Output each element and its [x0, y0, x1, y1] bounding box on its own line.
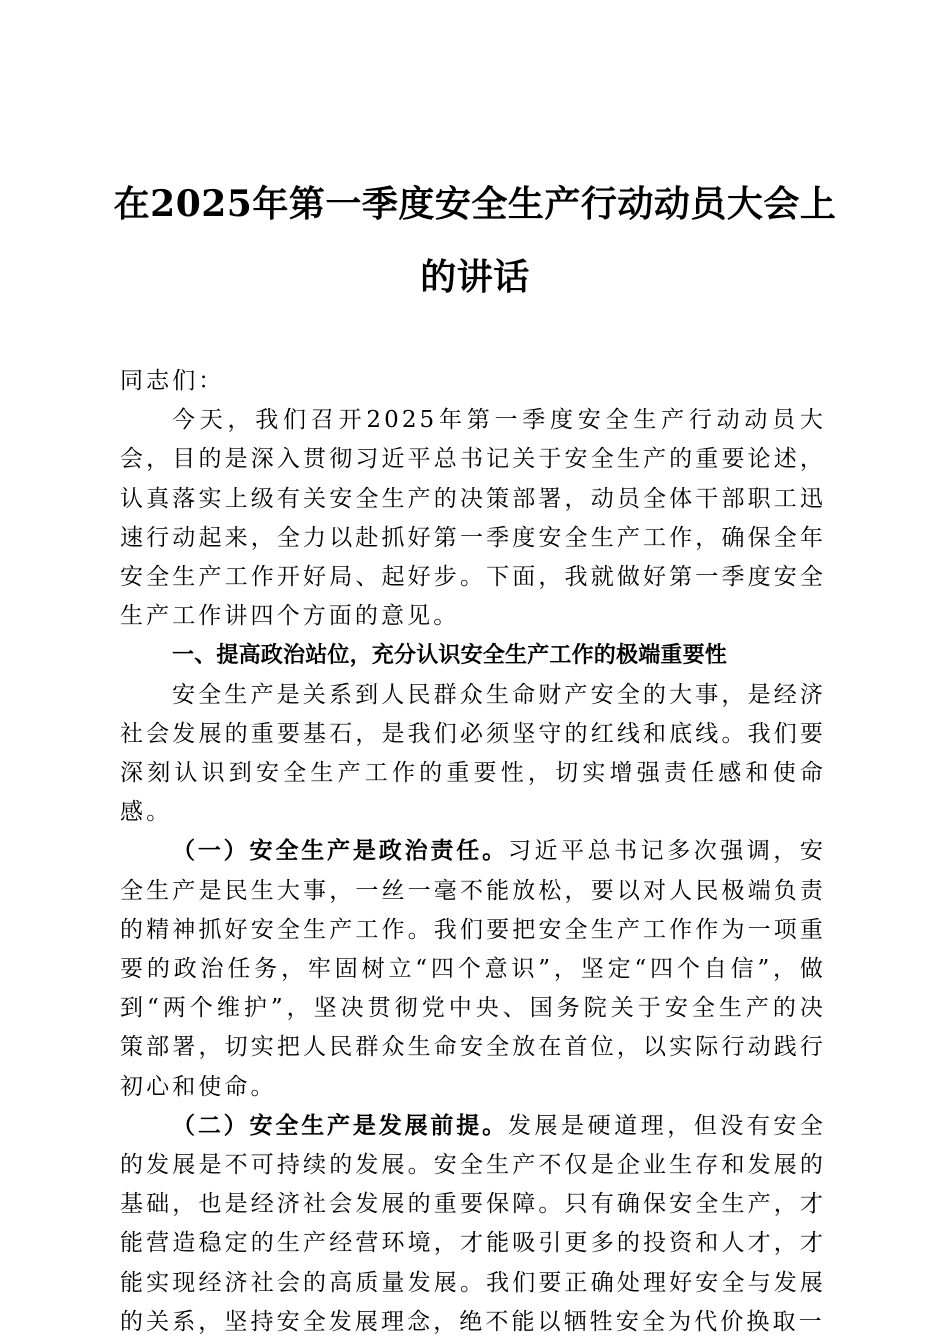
subsection-2-heading: （二）安全生产是发展前提。 [172, 1112, 508, 1139]
subsection-2-text: 发展是硬道理，但没有安全的发展是不可持续的发展。安全生产不仅是企业生存和发展的基础，也是经济社会发展的重要保障。只有确保安全生产，才能营造稳定的生产经营环境，才能吸引更多的投资和人才，才能实现经济社会的高质量发展。我们要正确处理好安全与发展的关系，坚持安全发展理念，绝不能以牺牲安全为代价换取一 [120, 1112, 827, 1335]
title-line-2: 的讲话 [420, 256, 530, 298]
salutation: 同志们： [120, 368, 225, 394]
intro-paragraph: 今天，我们召开2025年第一季度安全生产行动动员大会，目的是深入贯彻习近平总书记关于安全生产的重要论述，认真落实上级有关安全生产的决策部署，动员全体干部职工迅速行动起来，全力以赴抓好第一季度安全生产工作，确保全年安全生产工作开好局、起好步。下面，我就做好第一季度安全生产工作讲四个方面的意见。 [120, 407, 826, 630]
subsection-1-paragraph [120, 832, 826, 1106]
document-title [100, 168, 850, 314]
document-body [120, 362, 826, 1342]
section-1-intro-paragraph: 安全生产是关系到人民群众生命财产安全的大事，是经济社会发展的重要基石，是我们必须坚守的红线和底线。我们要深刻认识到安全生产工作的重要性，切实增强责任感和使命感。 [120, 681, 826, 826]
title-line-1: 在2025年第一季度安全生产行动动员大会上 [113, 183, 837, 225]
subsection-1-text: 习近平总书记多次强调，安全生产是民生大事，一丝一毫不能放松，要以对人民极端负责的精神抓好安全生产工作。我们要把安全生产工作作为一项重要的政治任务，牢固树立“四个意识”，坚定“四个自信”，做到“两个维护”，坚决贯彻党中央、国务院关于安全生产的决策部署，切实把人民群众生命安全放在首位，以实际行动践行初心和使命。 [120, 838, 827, 1100]
subsection-2-paragraph [120, 1107, 826, 1342]
subsection-1-heading: （一）安全生产是政治责任。 [172, 838, 508, 865]
section-1-heading: 一、提高政治站位，充分认识安全生产工作的极端重要性 [172, 643, 728, 669]
